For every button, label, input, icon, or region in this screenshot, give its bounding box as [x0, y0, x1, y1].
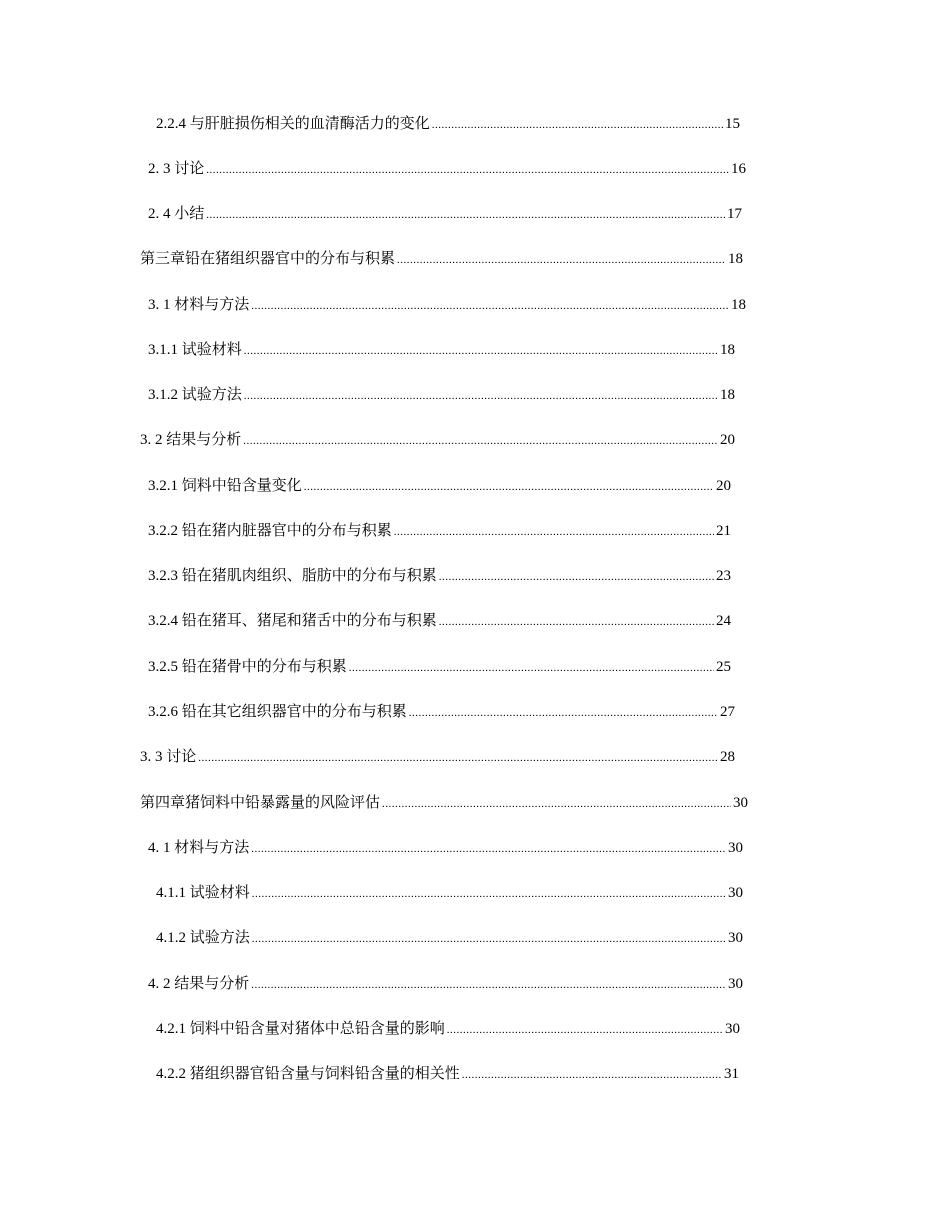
toc-leader — [462, 1065, 722, 1085]
toc-entry-page: 16 — [731, 161, 746, 177]
toc-entry-title: 3.2.6 铅在其它组织器官中的分布与积累 — [148, 704, 407, 720]
toc-entry-title: 4.2.1 饲料中铅含量对猪体中总铅含量的影响 — [156, 1021, 445, 1037]
toc-leader — [304, 477, 714, 497]
toc-entry[interactable] — [148, 521, 731, 542]
toc-leader — [251, 975, 726, 995]
toc-entry[interactable] — [156, 928, 743, 949]
toc-entry-title: 4.1.1 试验材料 — [156, 885, 250, 901]
toc-entry-title: 第四章猪饲料中铅暴露量的风险评估 — [140, 795, 381, 811]
toc-entry-page: 30 — [728, 885, 743, 901]
toc-entry-page: 31 — [724, 1066, 739, 1082]
toc-entry[interactable] — [140, 430, 735, 451]
toc-entry[interactable] — [140, 249, 743, 270]
toc-entry[interactable] — [148, 838, 743, 859]
toc-leader — [206, 160, 729, 180]
toc-entry[interactable] — [148, 657, 731, 678]
toc-entry[interactable] — [148, 385, 735, 406]
toc-entry-page: 25 — [716, 659, 731, 675]
toc-entry-page: 18 — [720, 342, 735, 358]
toc-entry-page: 15 — [725, 116, 740, 132]
toc-entry[interactable] — [148, 204, 742, 225]
toc-entry-title: 3. 2 结果与分析 — [140, 432, 242, 448]
toc-leader — [252, 884, 726, 904]
toc-entry-page: 30 — [725, 1021, 740, 1037]
toc-entry-title: 4. 2 结果与分析 — [148, 976, 250, 992]
toc-entry-title: 3.2.5 铅在猪骨中的分布与积累 — [148, 659, 347, 675]
toc-leader — [432, 115, 723, 135]
toc-leader — [251, 839, 726, 859]
toc-entry[interactable] — [156, 114, 740, 135]
toc-leader — [243, 431, 718, 451]
toc-entry[interactable] — [156, 1019, 740, 1040]
toc-entry[interactable] — [148, 702, 735, 723]
toc-entry[interactable] — [140, 793, 748, 814]
toc-leader — [394, 522, 714, 542]
toc-entry-page: 27 — [720, 704, 735, 720]
toc-entry-page: 30 — [728, 840, 743, 856]
toc-entry-title: 4.2.2 猪组织器官铅含量与饲料铅含量的相关性 — [156, 1066, 460, 1082]
toc-entry[interactable] — [148, 340, 735, 361]
toc-entry-page: 18 — [731, 297, 746, 313]
toc-entry-title: 3.1.1 试验材料 — [148, 342, 242, 358]
toc-entry-page: 28 — [720, 749, 735, 765]
toc-entry-title: 4. 1 材料与方法 — [148, 840, 250, 856]
toc-entry[interactable] — [156, 883, 743, 904]
toc-leader — [409, 703, 718, 723]
toc-entry-title: 3. 3 讨论 — [140, 749, 197, 765]
toc-entry-page: 18 — [720, 387, 735, 403]
toc-entry-title: 第三章铅在猪组织器官中的分布与积累 — [140, 251, 396, 267]
toc-leader — [251, 296, 729, 316]
toc-entry-page: 24 — [716, 613, 731, 629]
toc-entry-page: 20 — [716, 478, 731, 494]
toc-leader — [244, 341, 718, 361]
toc-entry[interactable] — [140, 747, 735, 768]
toc-entry-title: 2. 3 讨论 — [148, 161, 205, 177]
toc-entry-title: 3. 1 材料与方法 — [148, 297, 250, 313]
toc-entry-title: 3.2.2 铅在猪内脏器官中的分布与积累 — [148, 523, 392, 539]
toc-leader — [244, 386, 718, 406]
toc-entry-title: 3.2.1 饲料中铅含量变化 — [148, 478, 302, 494]
toc-leader — [397, 250, 726, 270]
toc-entry[interactable] — [148, 611, 731, 632]
toc-entry[interactable] — [148, 295, 746, 316]
toc-entry-page: 17 — [727, 206, 742, 222]
toc-entry-title: 3.1.2 试验方法 — [148, 387, 242, 403]
toc-entry-page: 30 — [728, 976, 743, 992]
toc-entry[interactable] — [148, 159, 746, 180]
toc-leader — [439, 567, 714, 587]
toc-entry-title: 2. 4 小结 — [148, 206, 205, 222]
toc-leader — [439, 612, 714, 632]
toc-entry-title: 2.2.4 与肝脏损伤相关的血清酶活力的变化 — [156, 116, 430, 132]
toc-entry-title: 4.1.2 试验方法 — [156, 930, 250, 946]
toc-entry-page: 18 — [728, 251, 743, 267]
toc-entry-title: 3.2.3 铅在猪肌肉组织、脂肪中的分布与积累 — [148, 568, 437, 584]
toc-leader — [447, 1020, 723, 1040]
toc-entry-page: 21 — [716, 523, 731, 539]
toc-leader — [349, 658, 714, 678]
toc-leader — [206, 205, 725, 225]
toc-leader — [252, 929, 726, 949]
toc-entry-page: 23 — [716, 568, 731, 584]
toc-entry[interactable] — [148, 974, 743, 995]
toc-leader — [382, 794, 731, 814]
toc-leader — [198, 748, 718, 768]
toc-entry[interactable] — [148, 566, 731, 587]
toc-entry-page: 20 — [720, 432, 735, 448]
toc-entry-page: 30 — [733, 795, 748, 811]
toc-entry[interactable] — [148, 476, 731, 497]
toc-entry-title: 3.2.4 铅在猪耳、猪尾和猪舌中的分布与积累 — [148, 613, 437, 629]
toc-entry-page: 30 — [728, 930, 743, 946]
toc-entry[interactable] — [156, 1064, 739, 1085]
